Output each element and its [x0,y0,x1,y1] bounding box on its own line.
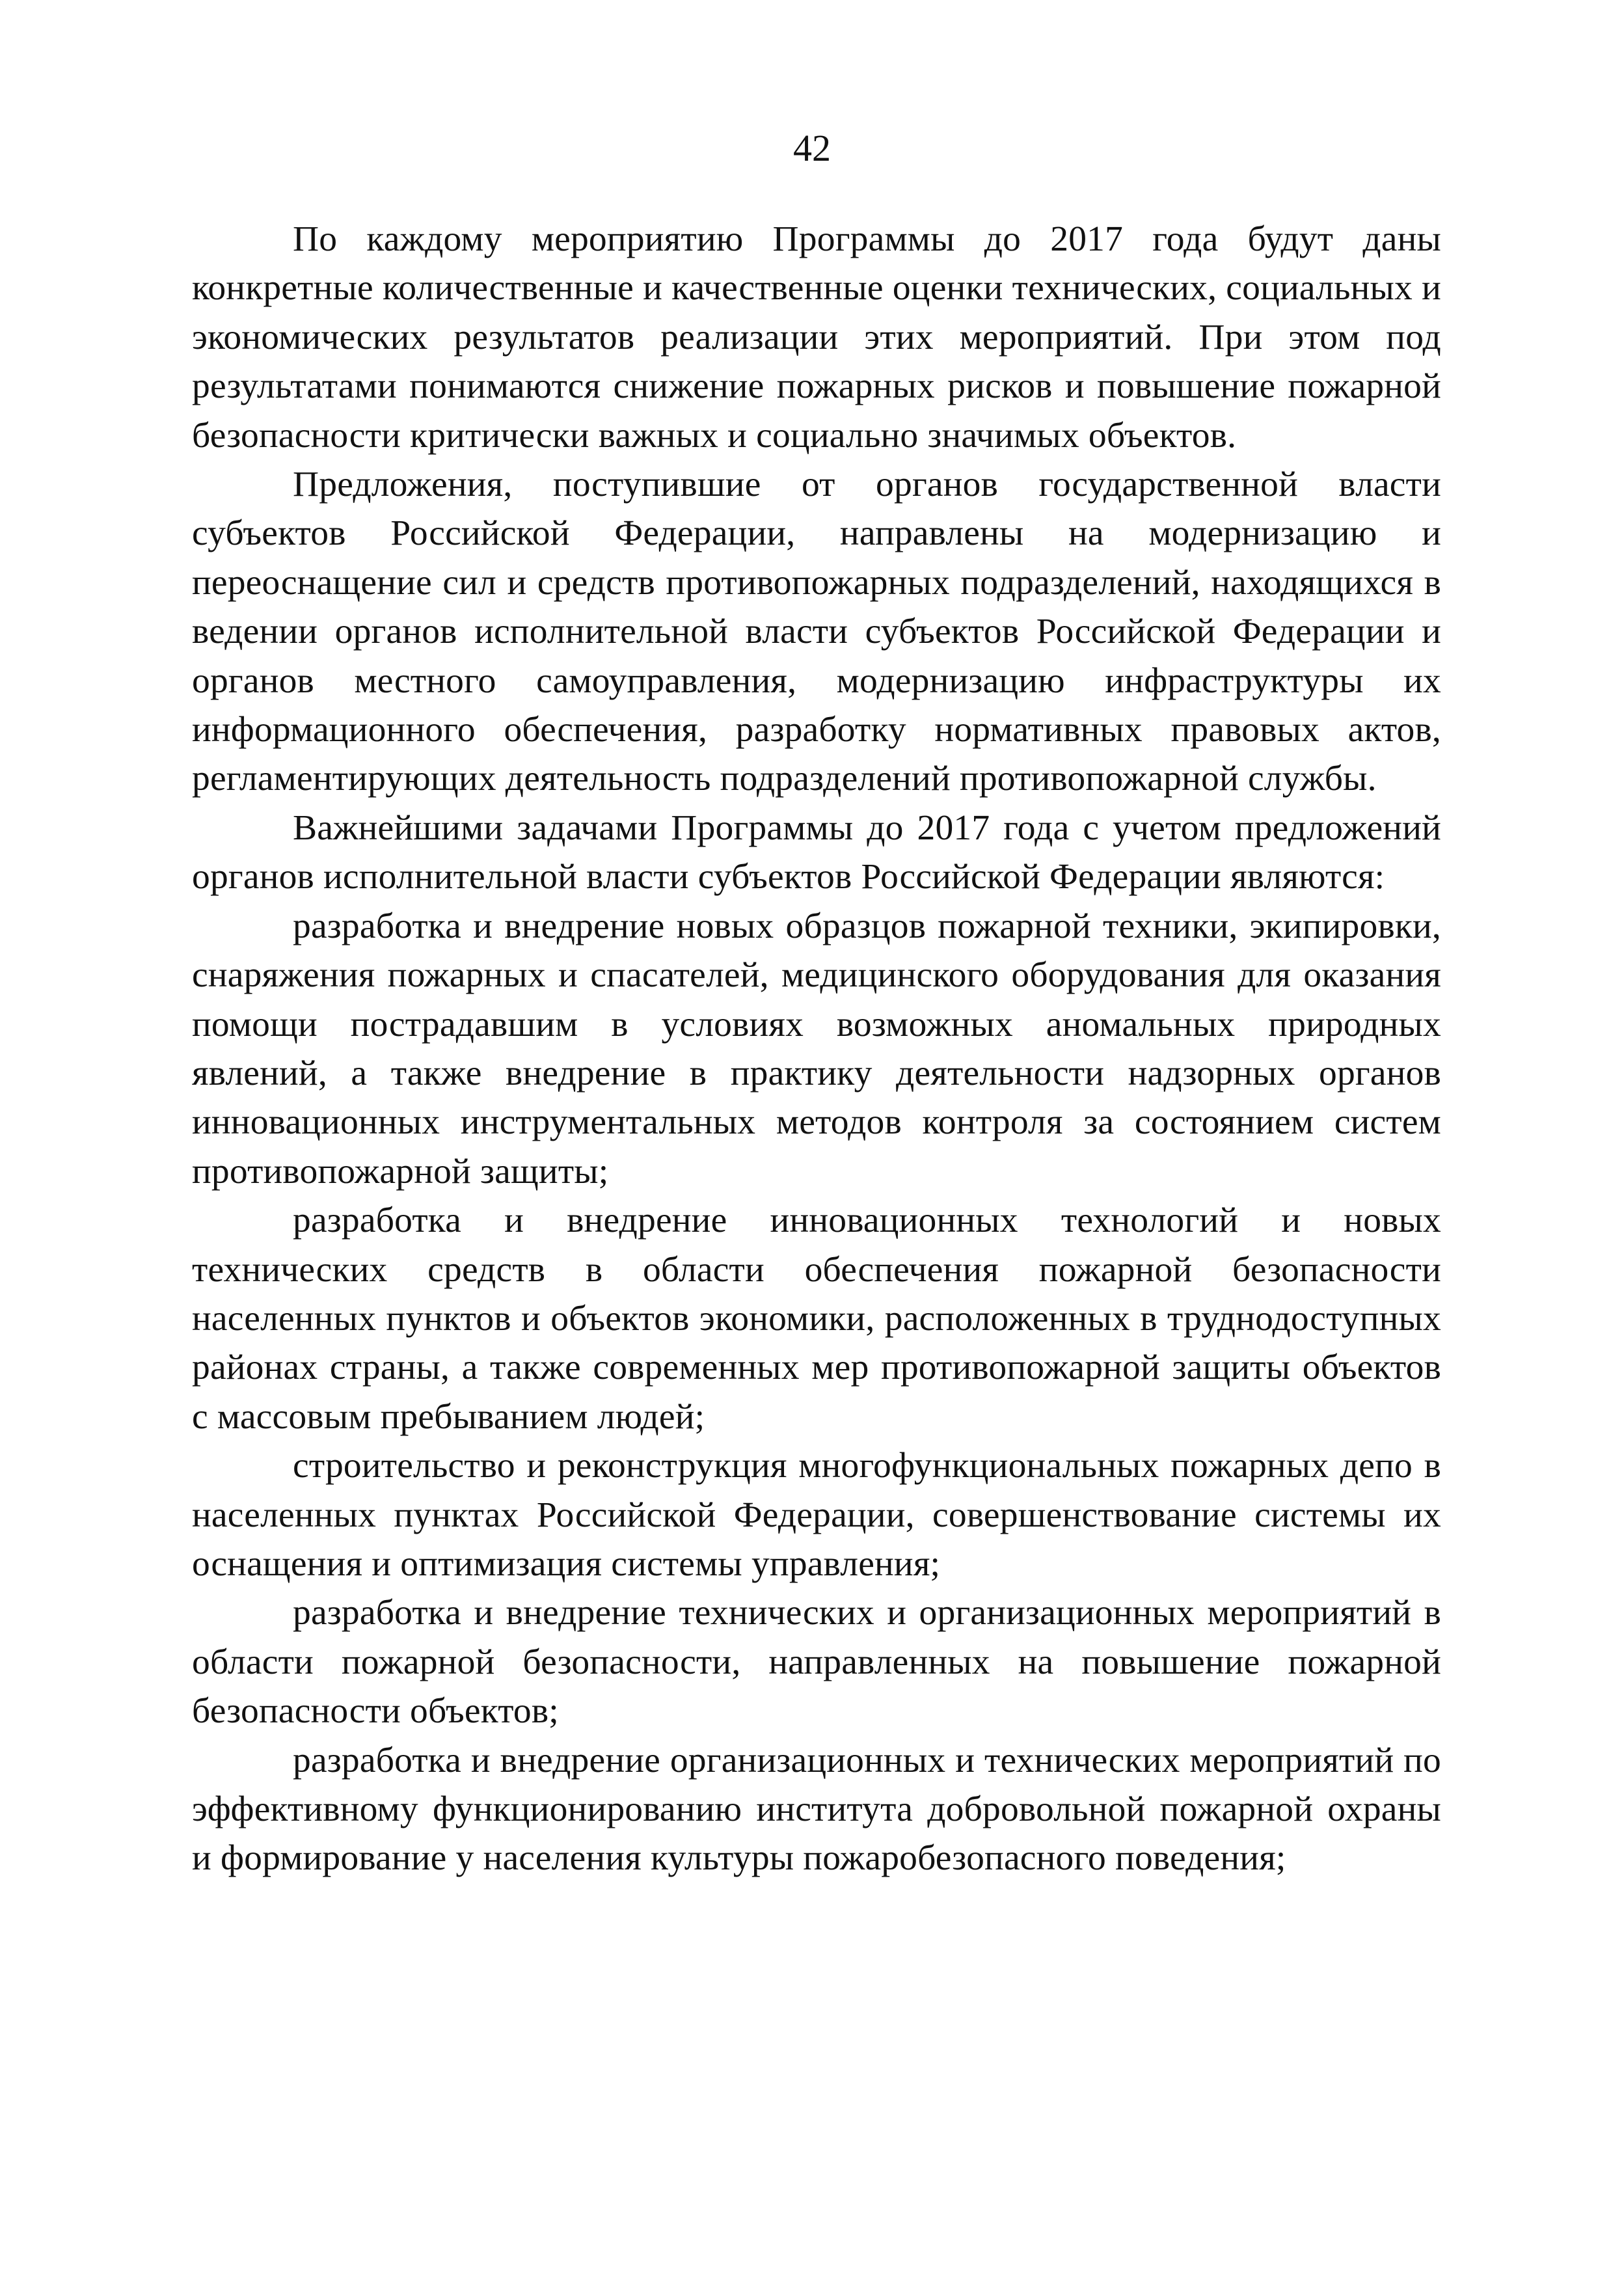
text-body [192,215,1441,1883]
page-number: 42 [793,127,831,169]
list-item-task-volunteer-service: разработка и внедрение организационных и технических мероприятий по эффективному функционированию института добровольной пожарной охраны и формирование у населения культуры пожаробезопасного поведения; [192,1740,1441,1879]
list-item-task-equipment: разработка и внедрение новых образцов пожарной техники, экипировки, снаряжения пожарных и спасателей, медицинского оборудования для оказания помощи пострадавшим в условиях возможных аномальных природных явлений, а также внедрение в практику деятельности надзорных органов инновационных инструментальных методов контроля за состоянием систем противопожарной защиты; [192,906,1441,1191]
list-item-task-safety-measures: разработка и внедрение технических и организационных мероприятий в области пожарной безопасности, направленных на повышение пожарной безопасности объектов; [192,1593,1441,1732]
paragraph-program-results: По каждому мероприятию Программы до 2017 года будут даны конкретные количественные и качественные оценки технических, социальных и экономических результатов реализации этих мероприятий. При этом под результатами понимаются снижение пожарных рисков и повышение пожарной безопасности критически важных и социально значимых объектов. [192,219,1441,455]
list-item-task-fire-depots: строительство и реконструкция многофункциональных пожарных депо в населенных пунктах Российской Федерации, совершенствование системы их оснащения и оптимизация системы управления; [192,1446,1441,1584]
paragraph-key-tasks-intro: Важнейшими задачами Программы до 2017 года с учетом предложений органов исполнительной власти субъектов Российской Федерации являются: [192,808,1441,897]
paragraph-regional-proposals: Предложения, поступившие от органов государственной власти субъектов Российской Федерации, направлены на модернизацию и переоснащение сил и средств противопожарных подразделений, находящихся в ведении органов исполнительной власти субъектов Российской Федерации и органов местного самоуправления, модернизацию инфраструктуры их информационного обеспечения, разработку нормативных правовых актов, регламентирующих деятельность подразделений противопожарной службы. [192,465,1441,799]
list-item-task-innovations: разработка и внедрение инновационных технологий и новых технических средств в области обеспечения пожарной безопасности населенных пунктов и объектов экономики, расположенных в труднодоступных районах страны, а также современных мер противопожарной защиты объектов с массовым пребыванием людей; [192,1201,1441,1437]
